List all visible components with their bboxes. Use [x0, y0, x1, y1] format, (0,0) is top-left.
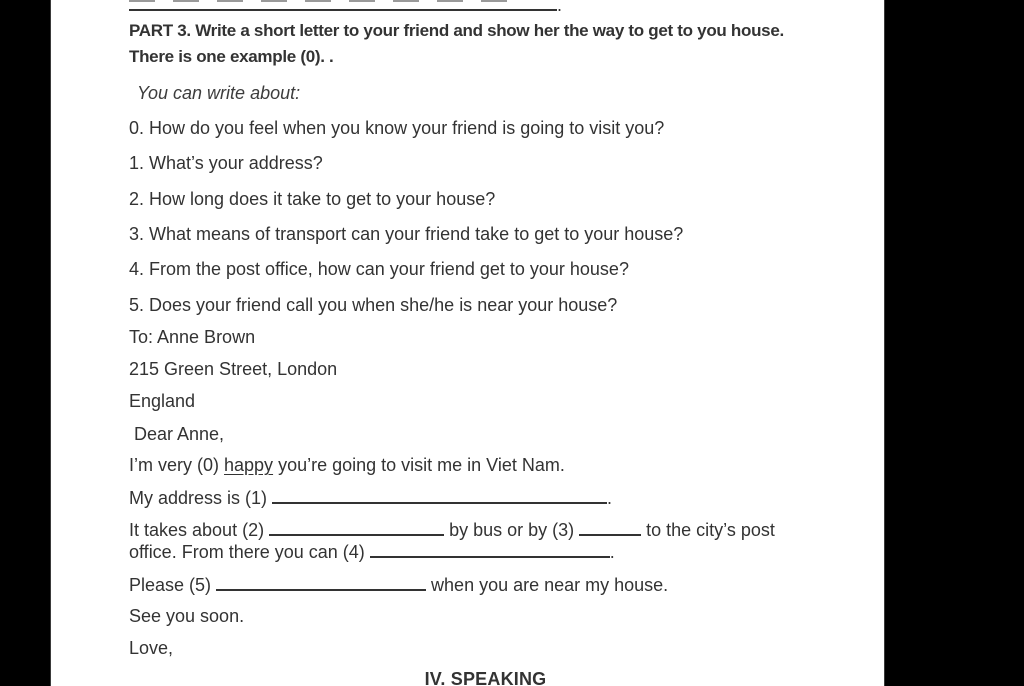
question-0: 0. How do you feel when you know your friend is going to visit you? [129, 118, 665, 138]
letter-blank1-line [129, 486, 612, 510]
blank3-post-text: to the city’s post [641, 520, 775, 540]
letter-blank5-line [129, 573, 668, 597]
answer-blank-2 [269, 522, 444, 536]
letter-example-line [129, 453, 565, 477]
blank5-pre-text: Please (5) [129, 575, 217, 595]
blank4-post-text: . [609, 542, 615, 562]
write-about-prompt: You can write about: [137, 83, 301, 103]
question-4: 4. From the post office, how can your friend get to your house? [129, 259, 629, 279]
blank2-pre-text: It takes about (2) [129, 520, 270, 540]
letter-closing-love: Love, [129, 638, 174, 658]
example-pre-text: I’m very (0) [129, 455, 225, 475]
blank1-post-text: . [607, 488, 613, 508]
blank2-3-mid-text: by bus or by (3) [444, 520, 580, 540]
answer-blank-5 [216, 577, 426, 591]
answer-blank-1 [272, 490, 607, 504]
section-iv-speaking-heading: IV. SPEAKING [424, 669, 547, 686]
right-black-bar [884, 0, 1024, 686]
top-answer-line [129, 0, 562, 17]
blank5-post-text: when you are near my house. [426, 575, 669, 595]
letter-blank2-3-line [129, 518, 775, 542]
letter-address: 215 Green Street, London [129, 359, 338, 379]
letter-blank4-line [129, 540, 615, 564]
part3-heading-line2: There is one example (0). . [129, 47, 334, 66]
answer-blank-top [129, 0, 557, 11]
document-page [51, 0, 884, 686]
question-5: 5. Does your friend call you when she/he is near your house? [129, 295, 618, 315]
question-3: 3. What means of transport can your friend take to get to your house? [129, 224, 684, 244]
part3-heading-line1: PART 3. Write a short letter to your friend and show her the way to get to you house. [129, 21, 784, 40]
left-black-bar [0, 0, 51, 686]
answer-blank-3 [579, 522, 641, 536]
example-answer-word: happy [224, 455, 274, 475]
question-2: 2. How long does it take to get to your house? [129, 189, 496, 209]
letter-closing-soon: See you soon. [129, 606, 245, 626]
letter-salutation: Dear Anne, [134, 424, 225, 444]
answer-blank-4 [370, 544, 610, 558]
blank4-pre-text: office. From there you can (4) [129, 542, 370, 562]
question-1: 1. What’s your address? [129, 153, 323, 173]
top-line-period: . [557, 0, 563, 15]
example-post-text: you’re going to visit me in Viet Nam. [273, 455, 565, 475]
blank1-pre-text: My address is (1) [129, 488, 273, 508]
letter-to: To: Anne Brown [129, 327, 256, 347]
letter-country: England [129, 391, 196, 411]
